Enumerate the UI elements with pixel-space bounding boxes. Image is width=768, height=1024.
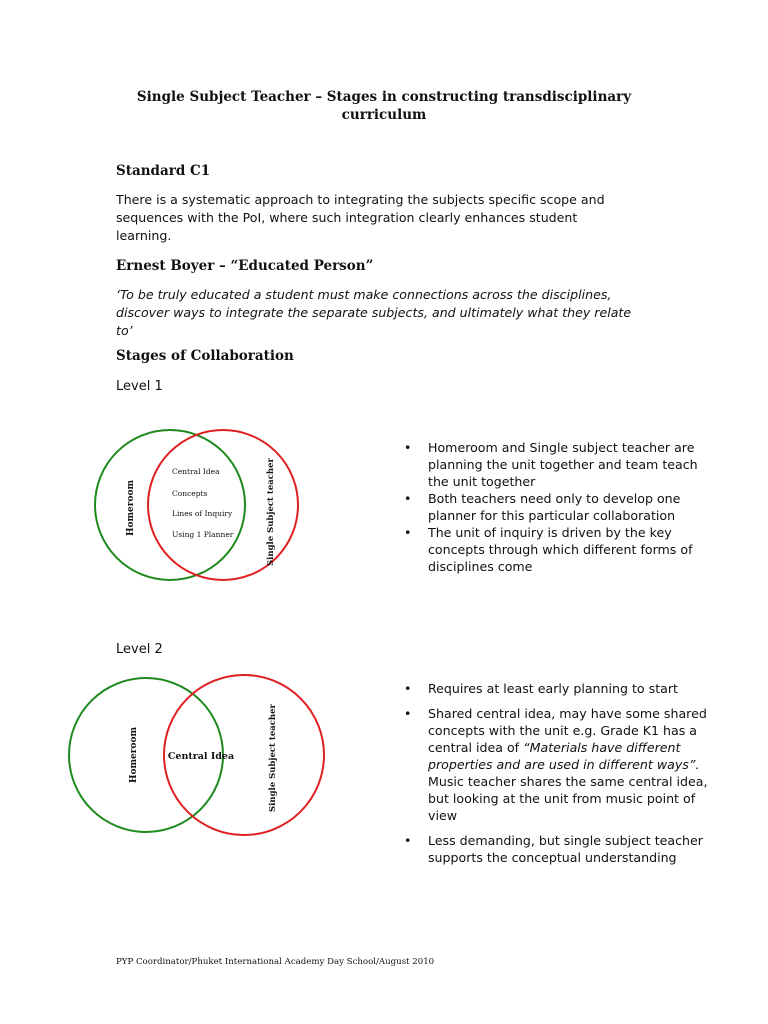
list-item: • Requires at least early planning to start xyxy=(402,680,720,697)
bullet-text: Shared central idea, may have some shared concepts with the unit e.g. Grade K1 has a central idea of xyxy=(428,706,707,755)
level-2-venn-diagram xyxy=(64,672,330,837)
level-2-single-subject-label: Single Subject teacher xyxy=(268,704,278,812)
level-2-bullet-list xyxy=(402,680,720,866)
level-1-single-subject-label: Single Subject teacher xyxy=(266,458,276,566)
level-1-homeroom-label: Homeroom xyxy=(126,479,136,537)
title-line-1: Single Subject Teacher – Stages in constructing transdisciplinary xyxy=(136,89,632,105)
level-1-venn-diagram xyxy=(90,420,305,595)
page-title xyxy=(0,88,768,124)
level-1-label: Level 1 xyxy=(116,379,163,394)
level-1-overlap-item: Central Idea xyxy=(172,467,220,476)
standard-text: There is a systematic approach to integrating the subjects specific scope and sequences with the PoI, where such integration clearly enhances student learning. xyxy=(116,192,605,243)
level-1-bullet-list xyxy=(402,439,720,575)
page-footer: PYP Coordinator/Phuket International Academy Day School/August 2010 xyxy=(116,957,435,967)
level-1-overlap-item: Lines of Inquiry xyxy=(172,509,233,518)
stages-heading: Stages of Collaboration xyxy=(116,348,294,364)
list-item: • Homeroom and Single subject teacher are planning the unit together and team teach the unit together xyxy=(402,439,720,490)
list-item xyxy=(402,705,720,824)
level-2-homeroom-label: Homeroom xyxy=(129,726,139,784)
level-1-overlap-item: Using 1 Planner xyxy=(172,530,234,539)
boyer-heading: Ernest Boyer – “Educated Person” xyxy=(116,258,374,274)
level-1-overlap-item: Concepts xyxy=(172,489,208,498)
list-item: • Both teachers need only to develop one planner for this particular collaboration xyxy=(402,490,720,524)
list-item: • Less demanding, but single subject teacher supports the conceptual understanding xyxy=(402,832,720,866)
level-2-central-idea-label: Central Idea xyxy=(167,751,235,762)
list-item: • The unit of inquiry is driven by the key concepts through which different forms of disciplines come xyxy=(402,524,720,575)
boyer-quote: ‘To be truly educated a student must make connections across the disciplines, discover ways to integrate the separate subjects, and ultimately what they relate to’ xyxy=(116,287,632,338)
standard-heading: Standard C1 xyxy=(116,163,211,179)
central-idea-quote: “Materials have different properties and are used in different ways”. xyxy=(428,740,700,772)
title-line-2: curriculum xyxy=(341,107,427,123)
level-2-label: Level 2 xyxy=(116,642,163,657)
bullet-text: Music teacher shares the same central idea, but looking at the unit from music point of view xyxy=(428,774,708,823)
